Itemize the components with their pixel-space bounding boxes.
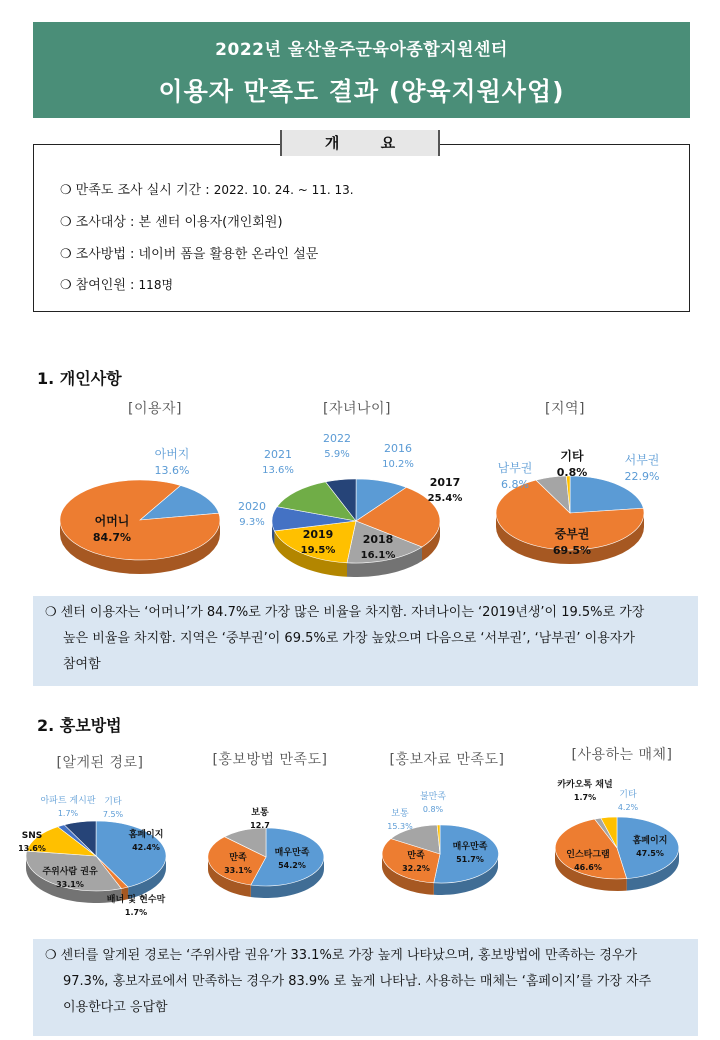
chart-title-region: [지역] xyxy=(545,401,585,417)
header-title: 이용자 만족도 결과 (양육지원사업) xyxy=(158,77,565,106)
chart-title-users: [이용자] xyxy=(128,401,182,417)
pie-value-0-0: 13.6% xyxy=(154,464,190,477)
header-subtitle: 2022년 울산울주군육아종합지원센터 xyxy=(215,40,508,60)
pie-chart-6 xyxy=(555,778,679,891)
pie-chart-3 xyxy=(18,794,166,917)
chart-title-media: [사용하는 매체] xyxy=(571,747,673,763)
pie-value-3-3: 13.6% xyxy=(18,844,46,853)
pie-value-3-2: 33.1% xyxy=(56,880,84,889)
pie-value-6-0: 47.5% xyxy=(636,849,664,858)
section1-summary: ❍ 센터 이용자는 ‘어머니’가 84.7%로 가장 많은 비율을 차지함. 자녀나이는 ‘2019년생’이 19.5%로 가장 높은 비율을 차지함. 지역은 ‘중부권’이 69.5%로 가장 높았으며 다음으로 ‘서부권’, ‘남부권’ 이용자가 참여함 xyxy=(33,596,698,686)
pie-label-0-0: 아버지 xyxy=(154,447,190,461)
pie-label-1-1: 2017 xyxy=(429,476,461,489)
pie-label-2-0: 서부권 xyxy=(624,453,660,467)
pie-value-3-1: 1.7% xyxy=(124,908,148,917)
pie-value-1-6: 5.9% xyxy=(324,449,350,460)
pie-value-3-5: 7.5% xyxy=(102,810,124,819)
pie-label-2-2: 남부권 xyxy=(497,461,533,475)
overview-tab: 개 요 xyxy=(280,130,440,156)
pie-value-1-0: 10.2% xyxy=(382,459,414,470)
circle-bullet-icon: ❍ xyxy=(60,183,72,198)
pie-label-4-2: 보통 xyxy=(251,808,269,818)
pie-label-1-4: 2020 xyxy=(238,500,266,513)
pie-label-1-5: 2021 xyxy=(264,448,292,461)
pie-value-4-2: 12.7 xyxy=(250,821,270,830)
pie-chart-5 xyxy=(382,790,499,895)
pie-value-2-0: 22.9% xyxy=(624,470,660,483)
pie-label-6-3: 기타 xyxy=(619,790,637,800)
pie-label-1-6: 2022 xyxy=(323,432,351,445)
circle-bullet-icon: ❍ xyxy=(60,215,72,230)
chart-title-promo-satisfaction: [홍보방법 만족도] xyxy=(212,752,328,768)
pie-value-5-2: 15.3% xyxy=(387,822,413,831)
overview-item-target: ❍ 조사대상 : 본 센터 이용자(개인회원) xyxy=(60,215,283,230)
pie-label-0-1: 어머니 xyxy=(94,514,130,528)
pie-label-2-1: 중부권 xyxy=(554,527,590,541)
circle-bullet-icon: ❍ xyxy=(45,605,57,620)
pie-label-5-1: 만족 xyxy=(407,851,425,861)
pie-label-4-0: 매우만족 xyxy=(274,848,310,858)
pie-value-1-4: 9.3% xyxy=(239,517,265,528)
overview-item-method: ❍ 조사방법 : 네이버 폼을 활용한 온라인 설문 xyxy=(60,247,319,262)
pie-label-2-3: 기타 xyxy=(560,449,584,463)
pie-value-5-0: 51.7% xyxy=(456,855,484,864)
section1-title: 1. 개인사항 xyxy=(37,369,122,388)
pie-value-1-5: 13.6% xyxy=(262,465,294,476)
pie-label-5-3: 불만족 xyxy=(419,792,447,802)
pie-value-6-1: 46.6% xyxy=(574,863,602,872)
section2-title: 2. 홍보방법 xyxy=(37,716,122,735)
pie-label-1-0: 2016 xyxy=(384,442,412,455)
pie-chart-1 xyxy=(238,432,462,577)
overview-item-participants: ❍ 참여인원 : 118명 xyxy=(60,278,174,293)
pie-value-2-2: 6.8% xyxy=(501,478,529,491)
pie-label-5-2: 보통 xyxy=(391,809,409,819)
pie-value-2-3: 0.8% xyxy=(556,466,588,479)
pie-label-3-5: 기타 xyxy=(104,797,122,807)
circle-bullet-icon: ❍ xyxy=(60,278,72,293)
pie-chart-4 xyxy=(208,807,324,898)
circle-bullet-icon: ❍ xyxy=(45,948,57,963)
pie-value-3-4: 1.7% xyxy=(57,809,79,818)
chart-title-material-satisfaction: [홍보자료 만족도] xyxy=(389,752,505,768)
chart-title-channel: [알게된 경로] xyxy=(56,755,144,771)
pie-chart-2 xyxy=(496,448,659,564)
pie-label-1-2: 2018 xyxy=(362,533,394,546)
pie-label-3-3: SNS xyxy=(21,831,43,841)
pie-value-4-0: 54.2% xyxy=(278,861,306,870)
pie-value-2-1: 69.5% xyxy=(552,544,592,557)
pie-label-4-1: 만족 xyxy=(229,853,247,863)
pie-label-3-1: 배너 및 현수막 xyxy=(106,895,166,905)
pie-label-6-2: 카카오톡 채널 xyxy=(557,780,613,790)
pie-value-4-1: 33.1% xyxy=(224,866,252,875)
circle-bullet-icon: ❍ xyxy=(60,247,72,262)
pie-label-1-3: 2019 xyxy=(302,528,334,541)
pie-value-1-3: 19.5% xyxy=(300,545,336,556)
pie-value-6-3: 4.2% xyxy=(617,803,639,812)
section2-summary: ❍ 센터를 알게된 경로는 ‘주위사람 권유’가 33.1%로 가장 높게 나타났으며, 홍보방법에 만족하는 경우가 97.3%, 홍보자료에서 만족하는 경우가 83.9% 로 높게 나타남. 사용하는 매체는 ‘홈페이지’를 가장 자주 이용한다고 응답함 xyxy=(33,939,698,1036)
pie-label-5-0: 매우만족 xyxy=(452,842,488,852)
pie-value-1-1: 25.4% xyxy=(427,493,463,504)
pie-label-6-1: 인스타그램 xyxy=(566,850,610,860)
pie-label-3-0: 홈페이지 xyxy=(128,830,164,840)
pie-value-0-1: 84.7% xyxy=(92,531,132,544)
overview-item-period: ❍ 만족도 조사 실시 기간 : 2022. 10. 24. ~ 11. 13. xyxy=(60,183,354,198)
pie-chart-0 xyxy=(60,446,220,574)
pie-value-5-1: 32.2% xyxy=(402,864,430,873)
pie-label-3-4: 아파트 게시판 xyxy=(40,796,96,806)
pie-value-6-2: 1.7% xyxy=(573,793,597,802)
pie-value-3-0: 42.4% xyxy=(132,843,160,852)
chart-title-child-age: [자녀나이] xyxy=(322,401,392,417)
pie-value-1-2: 16.1% xyxy=(360,550,396,561)
pie-label-3-2: 주위사람 권유 xyxy=(42,867,98,877)
pie-value-5-3: 0.8% xyxy=(422,805,444,814)
pie-label-6-0: 홈페이지 xyxy=(632,836,668,846)
